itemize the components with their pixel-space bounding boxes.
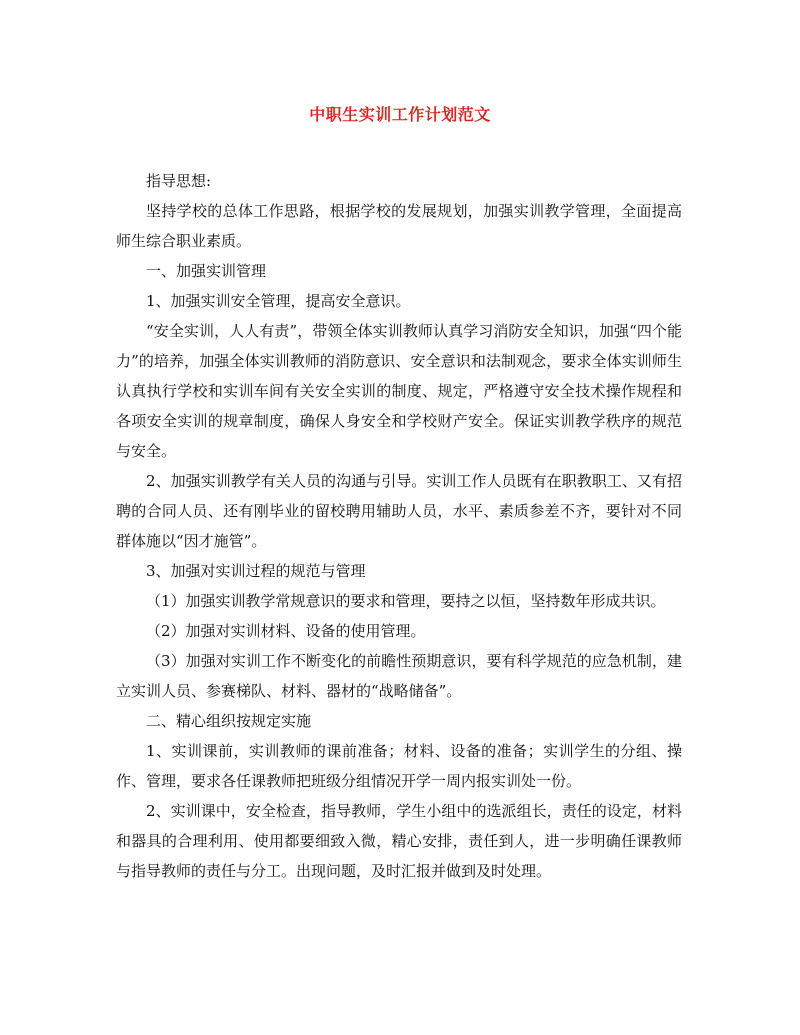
paragraph-item-2-1: 1、实训课前，实训教师的课前准备；材料、设备的准备；实训学生的分组、操作、管理，要求各任课教师把班级分组情况开学一周内报实训处一份。: [116, 742, 682, 790]
paragraph-safety: “安全实训，人人有责”，带领全体实训教师认真学习消防安全知识，加强“四个能力”的培养，加强全体实训教师的消防意识、安全意识和法制观念，要求全体实训师生认真执行学校和实训车间有关安全实训的制度、规定，严格遵守安全技术操作规程和各项安全实训的规章制度，确保人身安全和学校财产安全。保证实训教学秩序的规范与安全。: [116, 322, 682, 460]
paragraph-item-1-3: 3、加强对实训过程的规范与管理: [146, 562, 366, 580]
paragraph-item-1-1: 1、加强实训安全管理，提高安全意识。: [146, 292, 411, 310]
paragraph-guiding-ideology: 坚持学校的总体工作思路，根据学校的发展规划，加强实训教学管理，全面提高师生综合职业素质。: [116, 202, 682, 250]
paragraph-sub-2: （2）加强对实训材料、设备的使用管理。: [146, 622, 426, 640]
paragraph-guiding-ideology-heading: 指导思想:: [146, 172, 212, 190]
paragraph-sub-3: （3）加强对实训工作不断变化的前瞻性预期意识，要有科学规范的应急机制，建立实训人员、参赛梯队、材料、器材的“战略储备”。: [116, 652, 682, 700]
paragraph-item-2-2: 2、实训课中，安全检查，指导教师，学生小组中的选派组长，责任的设定，材料和器具的合理利用、使用都要细致入微，精心安排，责任到人，进一步明确任课教师与指导教师的责任与分工。出现问题，及时汇报并做到及时处理。: [116, 802, 682, 880]
document-body: [116, 166, 682, 886]
section-heading-2: 二、精心组织按规定实施: [146, 712, 312, 730]
paragraph-sub-1: （1）加强实训教学常规意识的要求和管理，要持之以恒，坚持数年形成共识。: [146, 592, 666, 610]
section-heading-1: 一、加强实训管理: [146, 262, 267, 280]
paragraph-item-1-2: 2、加强实训教学有关人员的沟通与引导。实训工作人员既有在职教职工、又有招聘的合同人员、还有刚毕业的留校聘用辅助人员，水平、素质参差不齐，要针对不同群体施以“因才施管”。: [116, 472, 682, 550]
document-title: 中职生实训工作计划范文: [309, 105, 491, 124]
